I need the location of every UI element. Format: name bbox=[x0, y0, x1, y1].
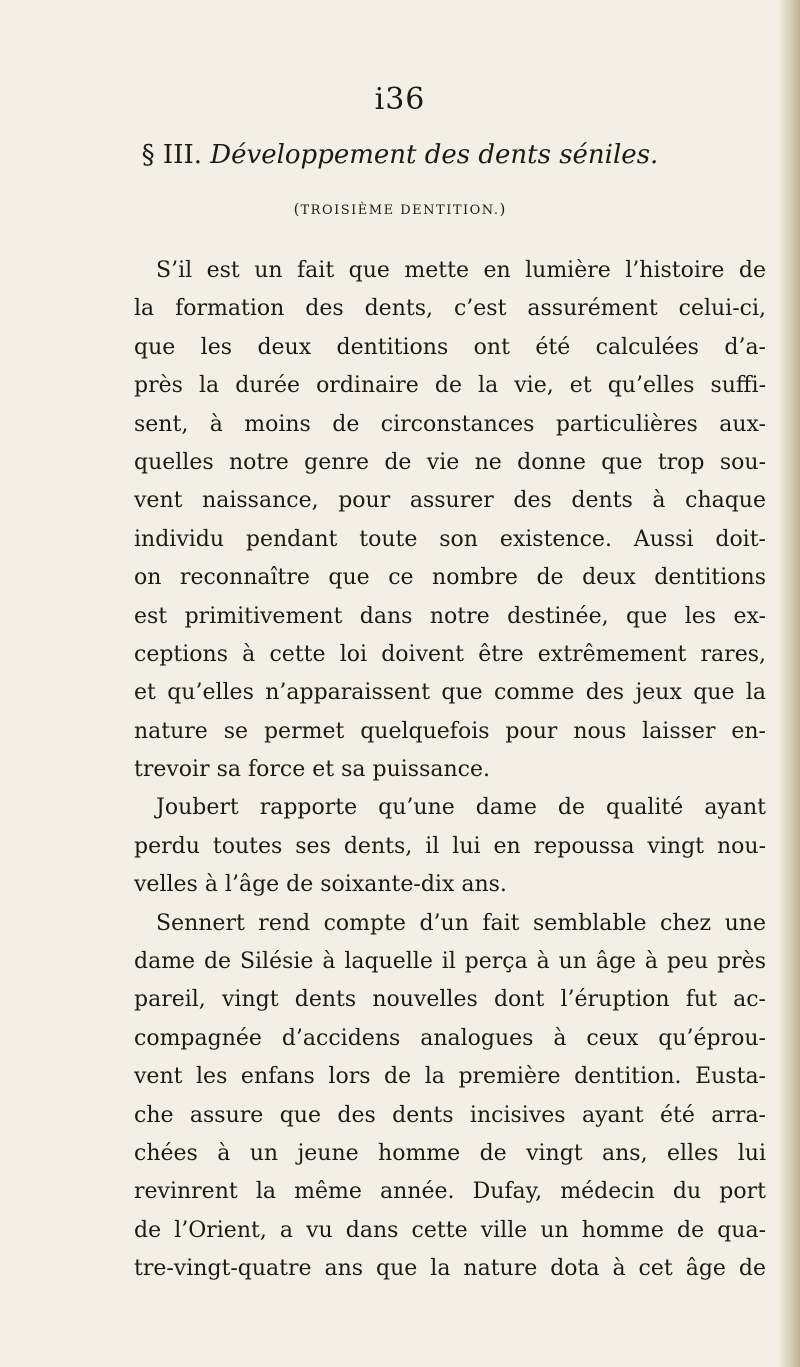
text-line: sent, à moins de circonstances particulières aux- bbox=[134, 411, 766, 437]
text-line: perdu toutes ses dents, il lui en repoussa vingt nou- bbox=[134, 833, 766, 859]
text-line: de l’Orient, a vu dans cette ville un homme de qua- bbox=[134, 1217, 766, 1243]
text-line: Joubert rapporte qu’une dame de qualité ayant bbox=[156, 795, 766, 821]
section-subheading bbox=[0, 200, 800, 218]
text-line: nature se permet quelquefois pour nous laisser en- bbox=[134, 718, 766, 744]
text-line: pareil, vingt dents nouvelles dont l’éruption fut ac- bbox=[134, 987, 766, 1013]
section-number: § III. bbox=[141, 140, 203, 170]
text-line: tre-vingt-quatre ans que la nature dota à cet âge de bbox=[134, 1256, 766, 1282]
text-line: quelles notre genre de vie ne donne que trop sou- bbox=[134, 449, 766, 475]
text-line: dame de Silésie à laquelle il perça à un âge à peu près bbox=[134, 949, 766, 975]
body-text bbox=[134, 252, 766, 1289]
text-line: trevoir sa force et sa puissance. bbox=[134, 757, 490, 783]
section-heading bbox=[0, 140, 800, 170]
text-line: près la durée ordinaire de la vie, et qu’elles suffi- bbox=[134, 373, 766, 399]
text-line: est primitivement dans notre destinée, que les ex- bbox=[134, 603, 766, 629]
text-line: que les deux dentitions ont été calculées d’a- bbox=[134, 334, 766, 360]
text-line: et qu’elles n’apparaissent que comme des jeux que la bbox=[134, 680, 766, 706]
page-number: i36 bbox=[374, 82, 426, 117]
text-line: S’il est un fait que mette en lumière l’histoire de bbox=[156, 258, 766, 283]
text-line: velles à l’âge de soixante-dix ans. bbox=[134, 872, 507, 898]
text-line: ceptions à cette loi doivent être extrêmement rares, bbox=[134, 641, 766, 667]
subheading-close-paren: ) bbox=[499, 200, 507, 218]
text-line: vent les enfans lors de la première dentition. Eusta- bbox=[134, 1064, 766, 1090]
text-line: on reconnaître que ce nombre de deux dentitions bbox=[134, 565, 766, 591]
text-line: che assure que des dents incisives ayant été arra- bbox=[134, 1102, 766, 1128]
subheading-text: TROISIÈME DENTITION. bbox=[300, 203, 500, 218]
text-line: compagnée d’accidens analogues à ceux qu’éprou- bbox=[134, 1025, 766, 1051]
text-line: chées à un jeune homme de vingt ans, elles lui bbox=[134, 1140, 766, 1166]
text-line: revinrent la même année. Dufay, médecin du port bbox=[134, 1179, 766, 1205]
text-line: la formation des dents, c’est assurément celui-ci, bbox=[134, 296, 766, 322]
text-line: Sennert rend compte d’un fait semblable chez une bbox=[156, 910, 766, 936]
subheading-open-paren: ( bbox=[293, 200, 301, 218]
text-line: individu pendant toute son existence. Aussi doit- bbox=[134, 526, 766, 552]
text-line: vent naissance, pour assurer des dents à chaque bbox=[134, 488, 766, 514]
section-title: Développement des dents séniles. bbox=[210, 140, 659, 170]
